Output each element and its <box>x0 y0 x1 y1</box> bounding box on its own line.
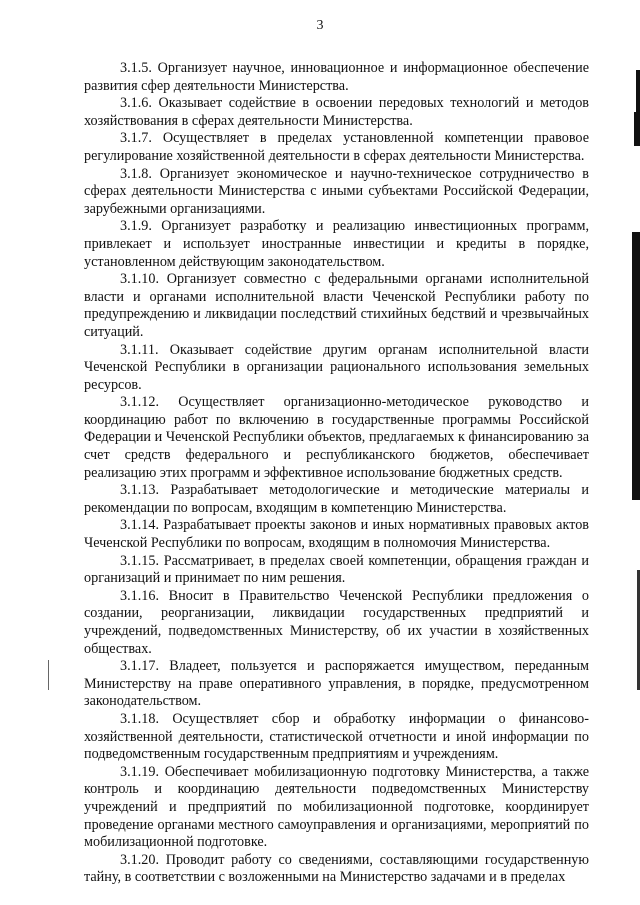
paragraph-3-1-17: 3.1.17. Владеет, пользуется и распоряжается имуществом, переданным Министерству на праве оперативного управления, в порядке, предусмотренном законодательством. <box>84 658 589 710</box>
scan-edge-mark <box>636 70 640 112</box>
paragraph-3-1-7: 3.1.7. Осуществляет в пределах установленной компетенции правовое регулирование хозяйственной деятельности в сферах деятельности Министерства. <box>84 130 589 164</box>
paragraph-3-1-9: 3.1.9. Организует разработку и реализацию инвестиционных программ, привлекает и использует иностранные инвестиции и кредиты в порядке, установленном действующим законодательством. <box>84 218 589 270</box>
paragraph-3-1-13: 3.1.13. Разрабатывает методологические и методические материалы и рекомендации по вопросам, входящим в компетенцию Министерства. <box>84 482 589 516</box>
paragraph-3-1-11: 3.1.11. Оказывает содействие другим органам исполнительной власти Чеченской Республики в организации рационального использования земельных ресурсов. <box>84 341 589 393</box>
paragraph-3-1-12: 3.1.12. Осуществляет организационно-методическое руководство и координацию работ по включению в государственные программы Российской Федерации и Чеченской Республики объектов, предлагаемых к финансированию за счет средств федерального и республиканского бюджетов, обеспечивает реализацию этих программ и эффективное использование бюджетных средств. <box>84 394 589 481</box>
paragraph-3-1-20: 3.1.20. Проводит работу со сведениями, составляющими государственную тайну, в соответствии с возложенными на Министерство задачами и в пределах <box>84 851 589 886</box>
paragraph-3-1-8: 3.1.8. Организует экономическое и научно-техническое сотрудничество в сферах деятельности Министерства с иными субъектами Российской Федерации, зарубежными организациями. <box>84 165 589 217</box>
scan-edge-mark <box>632 232 640 500</box>
paragraph-3-1-6: 3.1.6. Оказывает содействие в освоении передовых технологий и методов хозяйствования в сферах деятельности Министерства. <box>84 95 589 129</box>
paragraph-3-1-16: 3.1.16. Вносит в Правительство Чеченской Республики предложения о создании, реорганизации, ликвидации государственных предприятий и учреждений, подведомственных Министерству, об их участии в хозяйственных обществах. <box>84 587 589 657</box>
paragraph-3-1-10: 3.1.10. Организует совместно с федеральными органами исполнительной власти и органами исполнительной власти Чеченской Республики работу по предупреждению и ликвидации последствий стихийных бедствий и чрезвычайных ситуаций. <box>84 271 589 340</box>
paragraph-3-1-18: 3.1.18. Осуществляет сбор и обработку информации о финансово-хозяйственной деятельности, статистической отчетности и иной информации по подведомственным государственным предприятиям и учреждениям. <box>84 710 589 763</box>
scan-edge-mark <box>634 112 640 146</box>
document-body <box>84 60 589 887</box>
paragraph-3-1-14: 3.1.14. Разрабатывает проекты законов и иных нормативных правовых актов Чеченской Республики по вопросам, входящим в полномочия Министерства. <box>84 517 589 552</box>
paragraph-3-1-19: 3.1.19. Обеспечивает мобилизационную подготовку Министерства, а также контроль и координацию деятельности подведомственных Министерству учреждений и предприятий по мобилизационной подготовке, координирует проведение органами местного самоуправления и организациями, мероприятий по мобилизационной подготовке. <box>84 763 589 851</box>
paragraph-3-1-5: 3.1.5. Организует научное, инновационное и информационное обеспечение развития сфер деятельности Министерства. <box>84 60 589 94</box>
scan-margin-mark <box>48 660 49 690</box>
page-number: 3 <box>316 18 324 33</box>
paragraph-3-1-15: 3.1.15. Рассматривает, в пределах своей компетенции, обращения граждан и организаций и принимает по ним решения. <box>84 552 589 587</box>
